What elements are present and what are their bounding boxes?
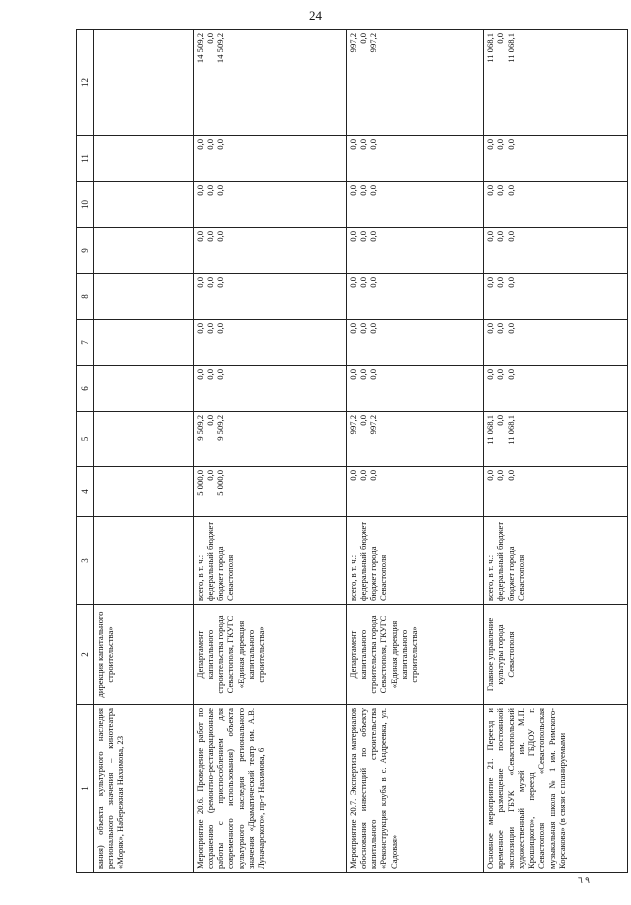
cell-line: 0,0 — [205, 470, 216, 481]
cell-line: 9 509,2 — [194, 415, 205, 441]
cell-c1: Основное мероприятие 21. Переезд и временное размещение постоянной экспозиции ГБУК «Севастопольский художественный музей им. М.П. Крошицкого», переезд ГБДОУ г. Севастополя «Севастопольская музыкальная школа № 1 им. Римского-Корсакова» (в связи с планируемыми — [484, 705, 628, 873]
cell-line: 0,0 — [495, 277, 506, 288]
cell-line: 0,0 — [505, 470, 516, 481]
cell-line: 0,0 — [368, 185, 379, 196]
cell-line: 0,0 — [485, 185, 496, 196]
cell-c10 — [484, 182, 628, 228]
cell-line: 0,0 — [485, 139, 496, 150]
cell-c8 — [94, 274, 194, 320]
cell-line: 0,0 — [368, 277, 379, 288]
cell-line: федеральный бюджет — [495, 521, 506, 601]
cell-line: 0,0 — [215, 323, 226, 334]
cell-line: 11 068,1 — [505, 33, 516, 63]
column-header: 3 — [77, 517, 94, 605]
cell-line: 0,0 — [357, 231, 368, 242]
cell-c1: Мероприятие 20.6. Проведение работ по сохранению (ремонтно-реставрационные работы с приспособлением для современного использования) объекта культурного наследия регионального значения «Драматический театр им. А.В. Луначарского», пр-т Нахимова, 6 — [193, 705, 346, 873]
cell-c9 — [193, 228, 346, 274]
cell-line: 0,0 — [505, 185, 516, 196]
cell-line: 0,0 — [347, 369, 358, 380]
cell-line: 14 509,2 — [215, 33, 226, 64]
cell-c2: дирекция капитального строительства» — [94, 605, 194, 705]
cell-c6 — [484, 366, 628, 412]
cell-c4 — [94, 467, 194, 517]
cell-line: всего, в т. ч.: — [194, 554, 205, 601]
cell-line: 0,0 — [347, 277, 358, 288]
cell-c7 — [193, 320, 346, 366]
cell-line: 0,0 — [505, 277, 516, 288]
cell-line: всего, в т. ч.: — [485, 554, 496, 601]
cell-c11 — [94, 136, 194, 182]
column-header: 1 — [77, 705, 94, 873]
cell-line: 0,0 — [368, 231, 379, 242]
cell-line: 0,0 — [505, 139, 516, 150]
cell-c12 — [193, 30, 346, 136]
cell-line: 0,0 — [194, 277, 205, 288]
cell-line: 0,0 — [495, 470, 506, 481]
cell-c4 — [346, 467, 484, 517]
cell-line: 0,0 — [194, 323, 205, 334]
cell-line: 11 068,1 — [485, 33, 496, 63]
program-table — [76, 29, 628, 873]
cell-line: 0,0 — [347, 139, 358, 150]
cell-line: 0,0 — [215, 277, 226, 288]
column-header: 6 — [77, 366, 94, 412]
cell-line: 0,0 — [357, 415, 368, 426]
cell-line: 5 000,0 — [194, 470, 205, 496]
cell-c7 — [94, 320, 194, 366]
cell-c6 — [193, 366, 346, 412]
cell-line: 11 068,1 — [505, 415, 516, 445]
column-number-row — [77, 30, 94, 873]
cell-line: 0,0 — [357, 369, 368, 380]
cell-line: 0,0 — [368, 139, 379, 150]
cell-c9 — [94, 228, 194, 274]
cell-c4 — [193, 467, 346, 517]
scan-mark: ٩ ٦ — [578, 875, 590, 885]
cell-line: 0,0 — [205, 277, 216, 288]
cell-c7 — [346, 320, 484, 366]
cell-line: 0,0 — [205, 231, 216, 242]
cell-c1: Мероприятие 20.7. Экспертиза материалов обоснования инвестиций по объекту капитального строительства «Реконструкция клуба в с. Андреевка, ул. Садовая» — [346, 705, 484, 873]
column-header: 10 — [77, 182, 94, 228]
column-header: 9 — [77, 228, 94, 274]
cell-c5 — [346, 412, 484, 467]
cell-c12 — [346, 30, 484, 136]
table-row — [94, 30, 194, 873]
cell-c5 — [484, 412, 628, 467]
cell-line: 0,0 — [194, 231, 205, 242]
cell-line: 9 509,2 — [215, 415, 226, 441]
cell-line: 5 000,0 — [215, 470, 226, 496]
cell-c5 — [94, 412, 194, 467]
cell-line: федеральный бюджет — [357, 521, 368, 601]
cell-line: 0,0 — [485, 470, 496, 481]
cell-line: 0,0 — [495, 415, 506, 426]
cell-c3 — [94, 517, 194, 605]
cell-line: 0,0 — [357, 33, 368, 44]
cell-c6 — [94, 366, 194, 412]
cell-line: 11 068,1 — [485, 415, 496, 445]
cell-line: 0,0 — [194, 185, 205, 196]
cell-line: 997,2 — [368, 415, 379, 435]
cell-line: 0,0 — [357, 470, 368, 481]
table-row — [193, 30, 346, 873]
cell-line: 0,0 — [485, 369, 496, 380]
cell-line: 0,0 — [205, 323, 216, 334]
page-number: 24 — [309, 8, 322, 23]
column-header: 2 — [77, 605, 94, 705]
cell-line: 0,0 — [505, 323, 516, 334]
cell-line: 0,0 — [505, 231, 516, 242]
cell-line: 0,0 — [505, 369, 516, 380]
cell-line: 0,0 — [368, 369, 379, 380]
cell-line: бюджет города Севастополя — [505, 546, 526, 601]
column-header: 4 — [77, 467, 94, 517]
cell-line: 0,0 — [205, 185, 216, 196]
cell-line: 0,0 — [368, 323, 379, 334]
cell-c2: Главное управление культуры города Севастополя — [484, 605, 628, 705]
cell-line: всего, в т. ч.: — [347, 554, 358, 601]
cell-line: 0,0 — [485, 323, 496, 334]
cell-line: 0,0 — [357, 185, 368, 196]
cell-line: 0,0 — [357, 139, 368, 150]
cell-line: 0,0 — [495, 323, 506, 334]
cell-c8 — [193, 274, 346, 320]
cell-line: 0,0 — [194, 139, 205, 150]
cell-line: 0,0 — [495, 139, 506, 150]
table-row — [346, 30, 484, 873]
cell-line: 0,0 — [215, 369, 226, 380]
column-header: 5 — [77, 412, 94, 467]
cell-line: 0,0 — [205, 33, 216, 44]
cell-line: 0,0 — [205, 369, 216, 380]
cell-line: федеральный бюджет — [205, 521, 216, 601]
cell-line: 0,0 — [495, 185, 506, 196]
cell-line: 0,0 — [215, 185, 226, 196]
column-header: 7 — [77, 320, 94, 366]
cell-line: 0,0 — [215, 231, 226, 242]
cell-c10 — [193, 182, 346, 228]
cell-c4 — [484, 467, 628, 517]
cell-c11 — [484, 136, 628, 182]
cell-line: 0,0 — [347, 185, 358, 196]
cell-line: 0,0 — [368, 470, 379, 481]
cell-c2: Департамент капитального строительства города Севастополя, ГКУГС «Единая дирекция капитального строительства» — [193, 605, 346, 705]
cell-c12 — [94, 30, 194, 136]
landscape-sheet — [76, 30, 628, 873]
cell-line: 0,0 — [347, 470, 358, 481]
cell-line: бюджет города Севастополя — [215, 546, 236, 601]
cell-c1: вания) объекта культурного наследия регионального значения – кинотеатра «Моряк», Набережная Нахимова, 23 — [94, 705, 194, 873]
column-header: 11 — [77, 136, 94, 182]
table-body — [94, 30, 628, 873]
cell-c3 — [484, 517, 628, 605]
cell-line: 0,0 — [495, 231, 506, 242]
cell-c12 — [484, 30, 628, 136]
rotated-table-region — [76, 30, 628, 873]
cell-line: 0,0 — [495, 369, 506, 380]
cell-c6 — [346, 366, 484, 412]
cell-c11 — [346, 136, 484, 182]
column-header: 12 — [77, 30, 94, 136]
cell-line: бюджет города Севастополя — [368, 546, 389, 601]
cell-line: 0,0 — [357, 277, 368, 288]
cell-line: 997,2 — [347, 415, 358, 435]
cell-line: 0,0 — [347, 323, 358, 334]
cell-c10 — [94, 182, 194, 228]
cell-line: 14 509,2 — [194, 33, 205, 64]
cell-line: 0,0 — [495, 33, 506, 44]
cell-c8 — [484, 274, 628, 320]
cell-c3 — [193, 517, 346, 605]
cell-line: 0,0 — [485, 277, 496, 288]
column-header: 8 — [77, 274, 94, 320]
cell-line: 0,0 — [205, 415, 216, 426]
cell-line: 0,0 — [215, 139, 226, 150]
cell-c8 — [346, 274, 484, 320]
cell-c9 — [484, 228, 628, 274]
cell-line: 997,2 — [347, 33, 358, 53]
cell-c9 — [346, 228, 484, 274]
cell-line: 0,0 — [485, 231, 496, 242]
cell-line: 0,0 — [357, 323, 368, 334]
cell-c11 — [193, 136, 346, 182]
cell-line: 0,0 — [194, 369, 205, 380]
cell-c2: Департамент капитального строительства города Севастополя, ГКУГС «Единая дирекция капитального строительства» — [346, 605, 484, 705]
cell-line: 0,0 — [205, 139, 216, 150]
cell-line: 997,2 — [368, 33, 379, 53]
cell-line: 0,0 — [347, 231, 358, 242]
cell-c5 — [193, 412, 346, 467]
cell-c10 — [346, 182, 484, 228]
cell-c3 — [346, 517, 484, 605]
cell-c7 — [484, 320, 628, 366]
table-row — [484, 30, 628, 873]
